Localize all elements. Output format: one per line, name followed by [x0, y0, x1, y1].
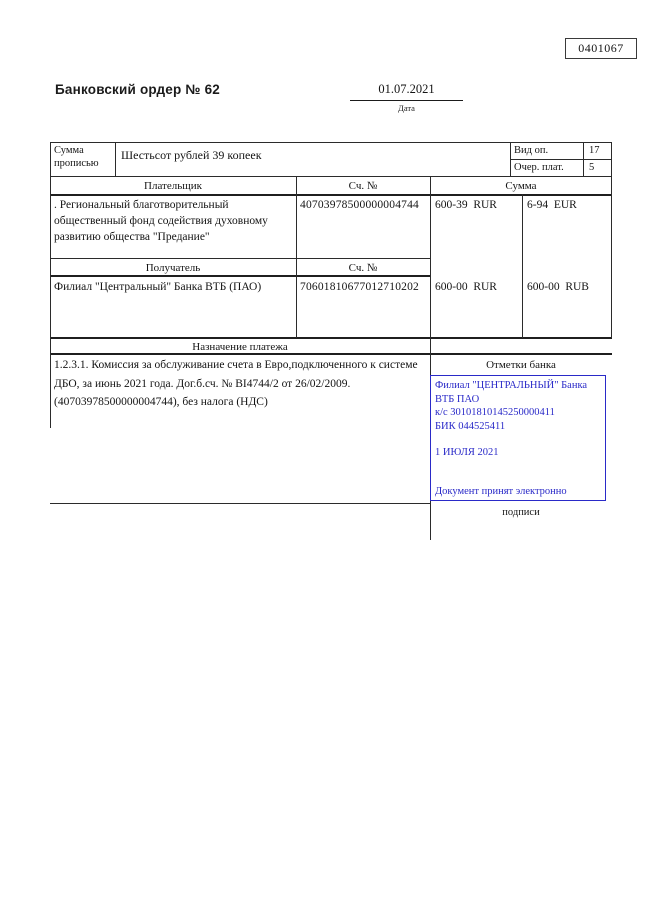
vid-op-value-divider	[583, 142, 584, 176]
payer-name: . Региональный благотворительный общественный фонд содействия духовному развитию общества "Предание"	[54, 199, 268, 243]
date-label: Дата	[398, 103, 415, 113]
payer-account-number: 40703978500000004744	[300, 199, 419, 211]
payment-purpose-header: Назначение платежа	[192, 341, 288, 353]
payer-amount-eur: 6-94 EUR	[527, 199, 577, 211]
stamp-date: 1 ИЮЛЯ 2021	[435, 447, 499, 458]
order-table	[50, 142, 612, 542]
recipient-account-column-header: Сч. №	[348, 262, 378, 274]
signature-line	[50, 503, 430, 504]
operation-type-value: 17	[589, 145, 600, 156]
payment-priority-value: 5	[589, 162, 595, 173]
signatures-label: подписи	[502, 507, 540, 518]
table-border-top	[50, 142, 612, 143]
document-title: Банковский ордер № 62	[55, 82, 221, 97]
recipient-amount-rub: 600-00 RUB	[527, 281, 589, 293]
bank-marks-header: Отметки банка	[486, 359, 556, 371]
date-block	[350, 82, 463, 113]
recipient-account-number: 70601810677012710202	[300, 281, 419, 293]
sum-in-words-label: Сумма прописью	[54, 145, 99, 169]
payer-amount-rur: 600-39 RUR	[435, 199, 497, 211]
payment-priority-label: Очер. плат.	[514, 162, 564, 173]
stamp-bank-name: Филиал "ЦЕНТРАЛЬНЫЙ" Банка ВТБ ПАО	[435, 380, 588, 405]
table-border-right	[611, 142, 612, 338]
sum-label-divider	[115, 142, 116, 176]
vid-op-row-divider	[510, 159, 612, 160]
payer-header-bottom-border	[50, 194, 612, 196]
name-account-divider	[296, 176, 297, 338]
bank-stamp	[430, 375, 606, 501]
form-code-box	[565, 38, 637, 59]
stamp-accepted-note: Документ принят электронно	[435, 485, 567, 497]
recipient-column-header: Получатель	[145, 262, 201, 274]
payment-purpose-text: 1.2.3.1. Комиссия за обслуживание счета в Евро,подключенного к системе ДБО, за июнь 2021 года. Дог.б.сч. № ВI4744/2 от 26/02/2009.(40703978500000004744), без налога (НДС)	[54, 359, 418, 408]
stamp-corr-account: к/с 30101810145250000411	[435, 407, 555, 418]
stamp-bik: БИК 044525411	[435, 420, 506, 432]
sum-column-header: Сумма	[505, 180, 537, 192]
payer-row-bottom-border	[50, 258, 430, 259]
recipient-name: Филиал "Центральный" Банка ВТБ (ПАО)	[54, 281, 262, 293]
recipient-amount-rur: 600-00 RUR	[435, 281, 497, 293]
sum-in-words-value: Шестьсот рублей 39 копеек	[121, 148, 262, 162]
form-code: 0401067	[578, 41, 624, 55]
payer-account-column-header: Сч. №	[348, 180, 378, 192]
payer-column-header: Плательщик	[144, 180, 202, 192]
vid-op-left-divider	[510, 142, 511, 176]
date-value: 01.07.2021	[350, 82, 463, 101]
sum-columns-divider	[522, 194, 523, 338]
operation-type-label: Вид оп.	[514, 145, 549, 156]
sum-row-bottom-border	[50, 176, 612, 177]
